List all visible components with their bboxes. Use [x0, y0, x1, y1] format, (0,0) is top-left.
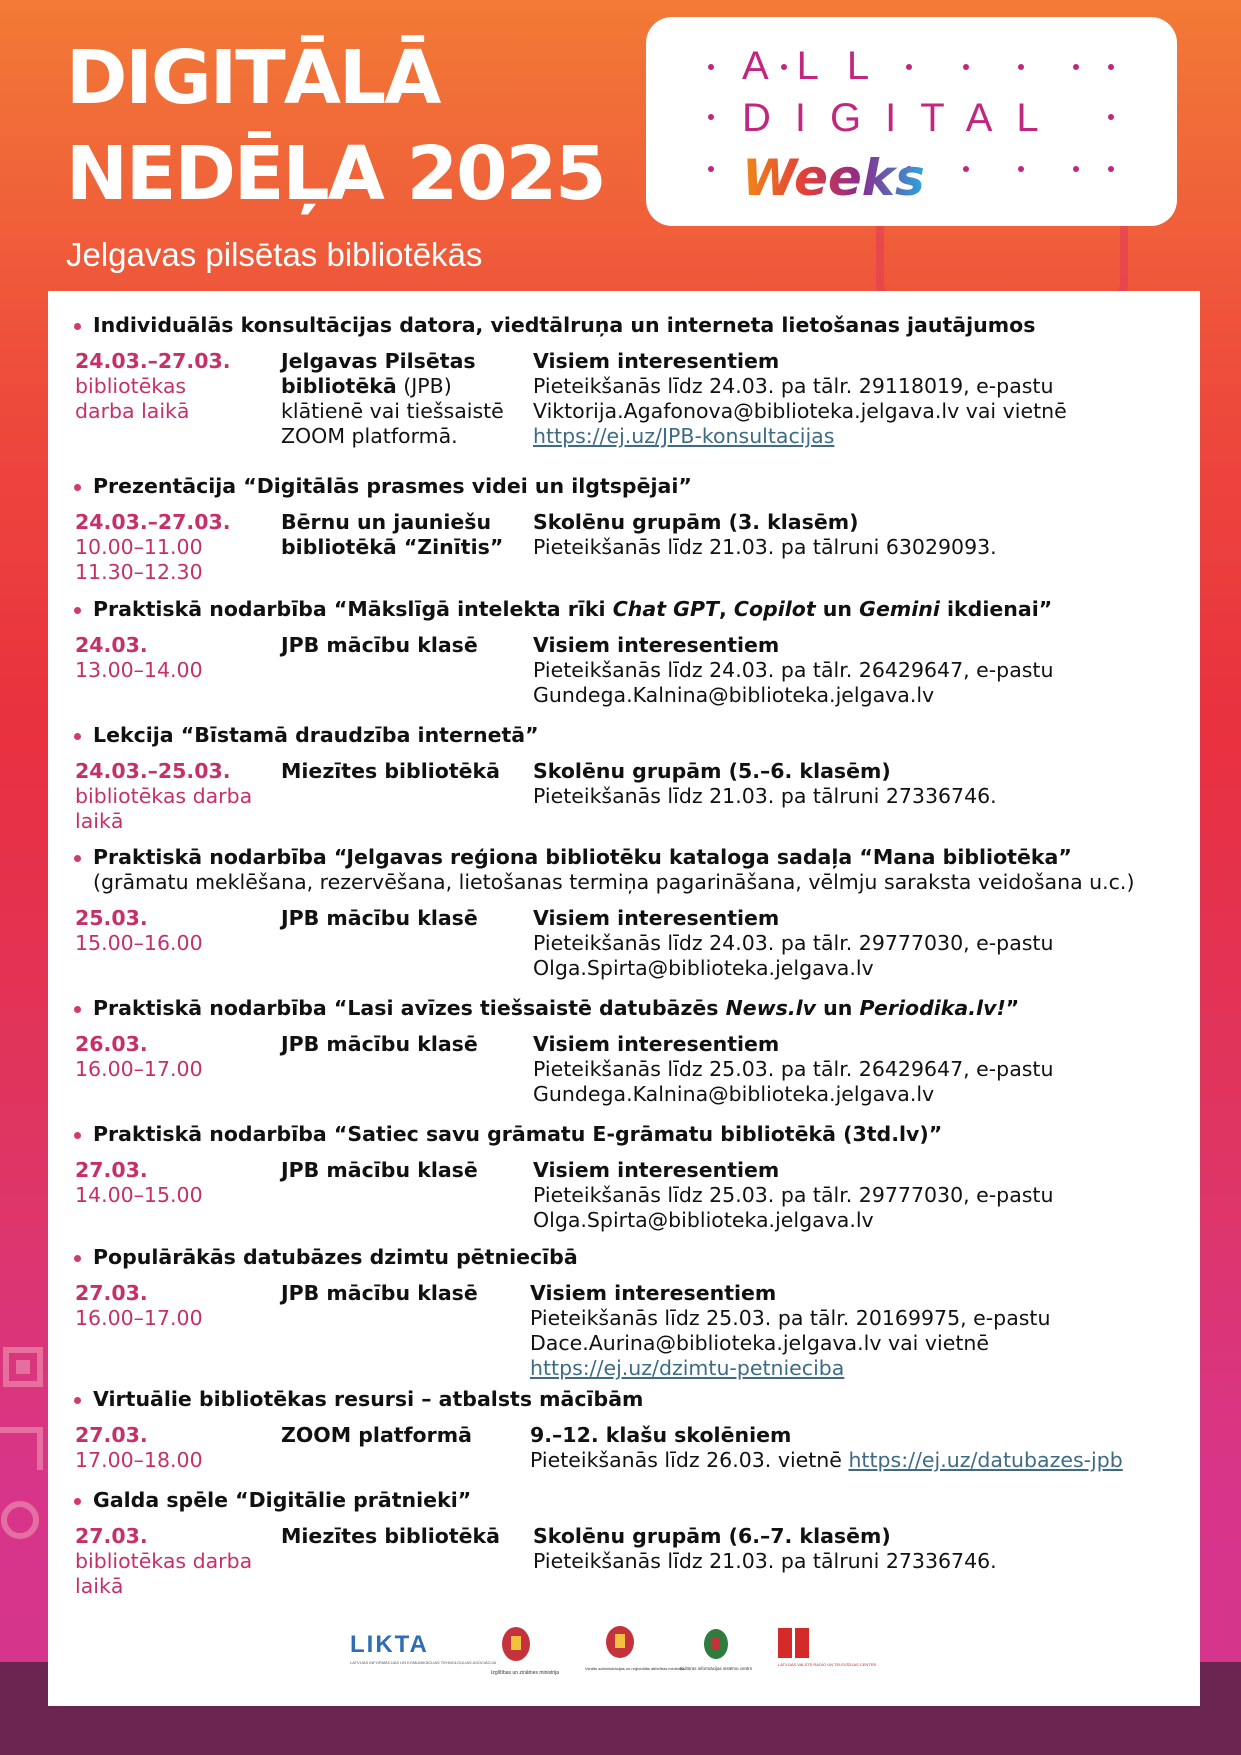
- all-digital-weeks-logo: [646, 17, 1177, 226]
- event-place: JPB mācību klasē: [281, 1032, 478, 1056]
- event-title: Lekcija “Bīstamā draudzība internetā”: [93, 723, 1193, 747]
- page-title: [66, 30, 605, 222]
- event-title-part: ”: [1005, 996, 1020, 1020]
- event-title: [93, 597, 1193, 621]
- event-audience: Visiem interesentiem: [533, 1158, 780, 1182]
- event-audience: Visiem interesentiem: [533, 349, 780, 373]
- event-date: 24.03.–27.03.: [75, 349, 231, 373]
- event-time: 16.00–17.00: [75, 1057, 203, 1081]
- event-note: (grāmatu meklēšana, rezervēšana, lietošanas termiņa pagarināšana, vēlmju saraksta veidošana u.c.): [93, 870, 1135, 894]
- event-registration: Gundega.Kalnina@biblioteka.jelgava.lv: [533, 683, 935, 707]
- event-registration: Pieteikšanās līdz 24.03. pa tālr. 29777030, e-pastu: [533, 931, 1054, 955]
- event-date: 27.03.: [75, 1281, 148, 1305]
- event-time: 13.00–14.00: [75, 658, 203, 682]
- event-registration: Olga.Spirta@biblioteka.jelgava.lv: [533, 1208, 874, 1232]
- event-info: [533, 349, 1193, 449]
- event-info: [533, 759, 1193, 809]
- event-date: 24.03.–25.03.: [75, 759, 231, 783]
- event-title: [93, 996, 1193, 1020]
- event-title: Galda spēle “Digitālie prātnieki”: [93, 1488, 1193, 1512]
- event-info: [533, 510, 1193, 560]
- event-place: ZOOM platformā: [281, 1423, 472, 1447]
- event-info: [533, 1032, 1193, 1107]
- event-registration: Dace.Aurina@biblioteka.jelgava.lv vai vietnē: [530, 1331, 989, 1355]
- event-place: Miezītes bibliotēkā: [281, 1524, 501, 1548]
- event-title-italic: Chat GPT: [612, 597, 719, 621]
- event-audience: Visiem interesentiem: [530, 1281, 777, 1305]
- event-time: 16.00–17.00: [75, 1306, 203, 1330]
- event-place: [281, 349, 511, 449]
- event-date-col: [75, 759, 275, 834]
- events-card: [48, 291, 1200, 1706]
- event-title-part: un: [816, 996, 860, 1020]
- event-registration: [530, 1448, 1190, 1473]
- event-title-italic: Gemini: [859, 597, 940, 621]
- event-title-italic: Periodika.lv!: [859, 996, 1006, 1020]
- event-date-col: [75, 1281, 275, 1331]
- event-link[interactable]: https://ej.uz/dzimtu-petnieciba: [530, 1356, 845, 1380]
- event-date-col: [75, 349, 275, 424]
- event-registration: Viktorija.Agafonova@biblioteka.jelgava.lv vai vietnē: [533, 399, 1067, 423]
- event-place: [281, 510, 521, 560]
- event-registration: Pieteikšanās līdz 24.03. pa tālr. 29118019, e-pastu: [533, 374, 1054, 398]
- event-date: 27.03.: [75, 1423, 148, 1447]
- event-link[interactable]: https://ej.uz/datubazes-jpb: [848, 1448, 1123, 1472]
- event-audience: Visiem interesentiem: [533, 906, 780, 930]
- event-date: 24.03.–27.03.: [75, 510, 231, 534]
- event-title-italic: News.lv: [725, 996, 817, 1020]
- kisc-coat-of-arms-icon: [680, 1629, 753, 1671]
- title-line-2: NEDĒĻA 2025: [66, 131, 605, 217]
- event-audience: Skolēnu grupām (6.–7. klasēm): [533, 1524, 891, 1548]
- event-date: 24.03.: [75, 633, 148, 657]
- event-date-col: [75, 633, 275, 683]
- likta-logo: [350, 1631, 497, 1665]
- event-time: bibliotēkas darba laikā: [75, 784, 253, 833]
- event-registration: Pieteikšanās līdz 21.03. pa tālruni 63029093.: [533, 535, 997, 559]
- event-registration: Pieteikšanās līdz 25.03. pa tālr. 29777030, e-pastu: [533, 1183, 1054, 1207]
- event-date: 25.03.: [75, 906, 148, 930]
- event-title: Praktiskā nodarbība “Jelgavas reģiona bibliotēku kataloga sadaļa “Mana bibliotēka”: [93, 845, 1193, 869]
- event-date-col: [75, 906, 275, 956]
- logo-text-all: ALL: [742, 44, 898, 88]
- event-date-col: [75, 1032, 275, 1082]
- event-time: bibliotēkas darba laikā: [75, 1549, 253, 1598]
- event-info: [533, 633, 1193, 708]
- event-title-part: Praktiskā nodarbība “Mākslīgā intelekta rīki: [93, 597, 613, 621]
- kisc-text: Kultūras informācijas sistēmu centrs: [680, 1666, 753, 1671]
- event-title-part: ikdienai”: [939, 597, 1053, 621]
- event-registration: Pieteikšanās līdz 24.03. pa tālr. 26429647, e-pastu: [533, 658, 1054, 682]
- event-title: Individuālās konsultācijas datora, viedtālruņa un interneta lietošanas jautājumos: [93, 313, 1193, 337]
- likta-logo-subtext: LATVIJAS INFORMĀCIJAS UN KOMUNIKĀCIJAS TEHNOLOĢIJAS ASOCIĀCIJA: [350, 1660, 497, 1665]
- event-time: 11.30–12.30: [75, 560, 203, 584]
- event-place-rest: (JPB) klātienē vai tiešsaistē ZOOM platformā.: [281, 374, 504, 448]
- event-place: Miezītes bibliotēkā: [281, 759, 501, 783]
- event-time: 17.00–18.00: [75, 1448, 203, 1472]
- izm-coat-of-arms-icon: [491, 1627, 559, 1676]
- event-info: [530, 1423, 1190, 1473]
- event-title: Virtuālie bibliotēkas resursi – atbalsts mācībām: [93, 1387, 1193, 1411]
- event-title: Praktiskā nodarbība “Satiec savu grāmatu E-grāmatu bibliotēkā (3td.lv)”: [93, 1122, 1193, 1146]
- logo-text-weeks: Weeks: [742, 149, 925, 207]
- event-audience: Visiem interesentiem: [533, 1032, 780, 1056]
- varam-text: Viedās administrācijas un reģionālās attīstības ministrija: [585, 1666, 685, 1671]
- logo-text-digital: DIGITAL: [742, 96, 1063, 140]
- event-place-line: Bērnu un jauniešu: [281, 510, 492, 534]
- varam-coat-of-arms-icon: [585, 1626, 685, 1671]
- event-place: JPB mācību klasē: [281, 1158, 478, 1182]
- title-line-1: DIGITĀLĀ: [66, 35, 440, 121]
- event-audience: Skolēnu grupām (5.–6. klasēm): [533, 759, 891, 783]
- event-registration: Pieteikšanās līdz 21.03. pa tālruni 27336746.: [533, 1549, 997, 1573]
- event-place: JPB mācību klasē: [281, 1281, 478, 1305]
- event-time: 10.00–11.00: [75, 535, 203, 559]
- lvrtc-text: LATVIJAS VALSTS RADIO UN TELEVĪZIJAS CENTRS: [778, 1662, 877, 1667]
- event-title-part: un: [815, 597, 860, 621]
- event-title: Populārākās datubāzes dzimtu pētniecībā: [93, 1245, 1193, 1269]
- event-registration: Olga.Spirta@biblioteka.jelgava.lv: [533, 956, 874, 980]
- likta-logo-text: LIKTA: [350, 1631, 429, 1658]
- event-title-part: ,: [718, 597, 734, 621]
- event-info: [533, 1158, 1193, 1233]
- page-subtitle: Jelgavas pilsētas bibliotēkās: [66, 236, 483, 273]
- event-place: JPB mācību klasē: [281, 633, 478, 657]
- event-title-part: Praktiskā nodarbība “Lasi avīzes tiešsaistē datubāzēs: [93, 996, 726, 1020]
- event-info: [533, 1524, 1193, 1574]
- event-date: 27.03.: [75, 1158, 148, 1182]
- lvrtc-logo: [778, 1628, 877, 1667]
- event-place-bold: Jelgavas Pilsētas bibliotēkā: [281, 349, 476, 398]
- event-registration-text: Pieteikšanās līdz 26.03. vietnē: [530, 1448, 849, 1472]
- event-title: Prezentācija “Digitālās prasmes videi un ilgtspējai”: [93, 474, 1193, 498]
- event-audience: Skolēnu grupām (3. klasēm): [533, 510, 859, 534]
- event-date-col: [75, 1423, 275, 1473]
- event-info: [530, 1281, 1190, 1381]
- event-link[interactable]: https://ej.uz/JPB-konsultacijas: [533, 424, 835, 448]
- event-time: 14.00–15.00: [75, 1183, 203, 1207]
- event-info: [533, 906, 1193, 981]
- event-time: bibliotēkas darba laikā: [75, 374, 190, 423]
- event-registration: Pieteikšanās līdz 25.03. pa tālr. 20169975, e-pastu: [530, 1306, 1051, 1330]
- event-registration: Gundega.Kalnina@biblioteka.jelgava.lv: [533, 1082, 935, 1106]
- event-registration: Pieteikšanās līdz 21.03. pa tālruni 27336746.: [533, 784, 997, 808]
- sponsor-logos: [348, 1622, 878, 1684]
- event-date-col: [75, 1524, 275, 1599]
- event-audience: 9.–12. klašu skolēniem: [530, 1423, 792, 1447]
- event-date-col: [75, 1158, 275, 1208]
- izm-text: Izglītības un zinātnes ministrija: [491, 1670, 560, 1676]
- event-date: 26.03.: [75, 1032, 148, 1056]
- event-place: JPB mācību klasē: [281, 906, 478, 930]
- event-place-line: bibliotēkā “Zinītis”: [281, 535, 504, 559]
- event-time: 15.00–16.00: [75, 931, 203, 955]
- event-audience: Visiem interesentiem: [533, 633, 780, 657]
- event-date-col: [75, 510, 275, 585]
- event-registration: Pieteikšanās līdz 25.03. pa tālr. 26429647, e-pastu: [533, 1057, 1054, 1081]
- event-date: 27.03.: [75, 1524, 148, 1548]
- event-title-italic: Copilot: [733, 597, 816, 621]
